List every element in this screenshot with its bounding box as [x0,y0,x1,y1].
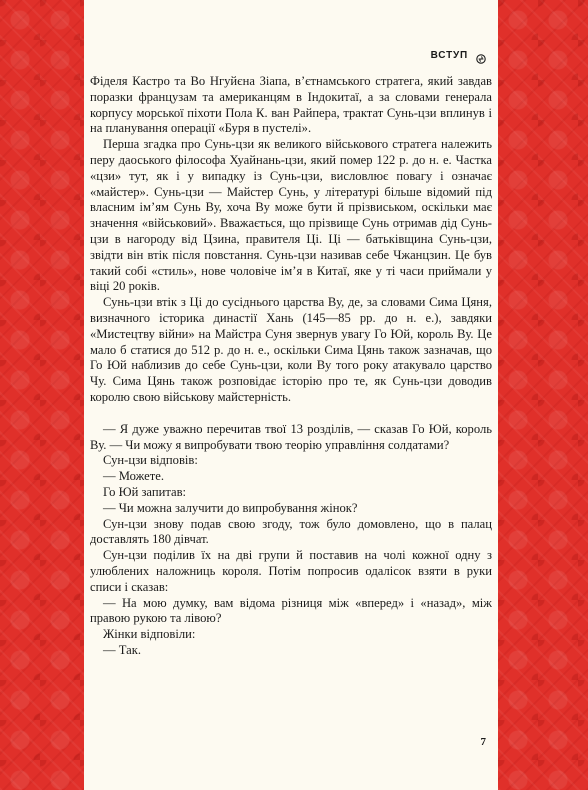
paragraph: Сунь-цзи втік з Ці до сусіднього царства Ву, де, за словами Сима Цяня, визначного історика династії Хань (145—85 рр. до н. е.), завдяки «Мистецтву війни» на Майстра Суня звернув увагу Го Юй, король Ву. Це мало б статися до 512 р. до н. е., оскільки Сима Цянь також зазначав, що Го Юй наблизив до себе Сунь-цзи, коли Ву того року атакувало царство Чу. Сима Цянь також розповідає історію про те, як Сунь-цзи доводив королю свою військову майстерність. [90,295,492,404]
dialogue-line: — Можете. [103,469,164,484]
paragraph: Сун-цзи знову подав свою згоду, тож було домовлено, що в палац доставлять 180 дівчат. [90,516,492,547]
running-head-title: ВСТУП [430,50,468,61]
dialogue-line: Жінки відповіли: [103,627,196,642]
page-number: 7 [480,736,486,748]
decorative-border-right [498,0,588,790]
swirl-ornament-icon [476,51,486,61]
decorative-border-left [0,0,84,790]
dialogue-line: Сун-цзи відповів: [103,453,198,468]
main-text [90,74,492,659]
book-page [84,0,498,790]
dialogue-line: — Так. [103,642,141,657]
paragraph: Фіделя Кастро та Во Нгуйєна Зіапа, в’єтнамського стратега, який завдав поразки французам та американцям в Індокитаї, а за словами генерала корпусу морської піхоти Пола К. ван Райпера, трактат Сунь-цзи вплинув і на планування операції «Буря в пустелі». [90,74,492,136]
dialogue-line: — На мою думку, вам відома різниця між «вперед» і «назад», між правою рукою та лівою? [90,595,492,626]
paragraph: Сун-цзи поділив їх на дві групи й поставив на чолі кожної одну з улюблених наложниць короля. Потім попросив одалісок взяти в руки списи і сказав: [90,548,492,594]
dialogue-line: Го Юй запитав: [103,484,187,499]
dialogue-line: — Чи можна залучити до випробування жінок? [103,500,358,515]
dialogue-line: — Я дуже уважно перечитав твої 13 розділів, — сказав Го Юй, король Ву. — Чи можу я випробувати твою теорію управління солдатами? [90,421,492,452]
running-head [431,50,486,61]
paragraph: Перша згадка про Сунь-цзи як великого військового стратега належить перу даоського філософа Хуайнань-цзи, який помер 122 р. до н. е. Частка «цзи» тут, як і у випадку із Сунь-цзи, висловлює повагу і означає «майстер». Сунь-цзи — Майстер Сунь, у літературі більше відомий під власним ім’ям Сунь Ву, хоча Ву може бути й прізвиськом, оскільки має значення «військовий». Вважається, що прізвище Сунь отримав дід Сунь-цзи в нагороду від Цзина, правителя Ці. Ці — батьківщина Сунь-цзи, звідти він втік після повстання. Сунь-цзи називав себе Чжанцзин. Це був такий собі «стиль», нове чоловіче ім’я в Китаї, яке у ті часи приймали у віці 20 років. [90,137,492,294]
